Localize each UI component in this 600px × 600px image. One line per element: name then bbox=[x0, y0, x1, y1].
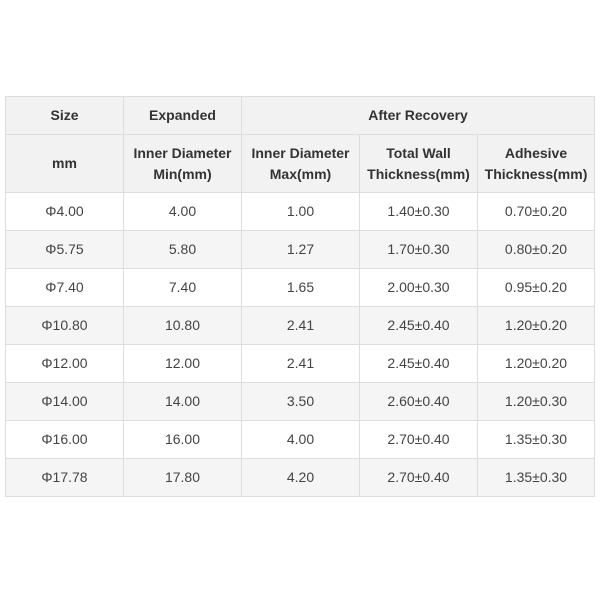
cell-inner-diameter-min: 16.00 bbox=[124, 421, 242, 459]
table-row bbox=[6, 269, 595, 307]
table-row bbox=[6, 193, 595, 231]
cell-total-wall-thickness: 2.45±0.40 bbox=[360, 345, 478, 383]
cell-total-wall-thickness: 2.00±0.30 bbox=[360, 269, 478, 307]
header-inner-diameter-max bbox=[242, 135, 360, 193]
cell-adhesive-thickness: 1.20±0.20 bbox=[478, 307, 595, 345]
header-text-line: Min(mm) bbox=[153, 165, 212, 182]
header-size: Size bbox=[6, 97, 124, 135]
header-text-line: Thickness(mm) bbox=[484, 165, 588, 182]
cell-adhesive-thickness: 0.95±0.20 bbox=[478, 269, 595, 307]
cell-size: Φ14.00 bbox=[6, 383, 124, 421]
cell-total-wall-thickness: 2.70±0.40 bbox=[360, 459, 478, 497]
table-row bbox=[6, 307, 595, 345]
header-text-line: Adhesive bbox=[504, 144, 568, 161]
table-row bbox=[6, 345, 595, 383]
cell-inner-diameter-min: 4.00 bbox=[124, 193, 242, 231]
header-after-recovery: After Recovery bbox=[242, 97, 595, 135]
cell-inner-diameter-max: 4.00 bbox=[242, 421, 360, 459]
header-text-line: Total Wall bbox=[386, 144, 451, 161]
cell-inner-diameter-max: 2.41 bbox=[242, 307, 360, 345]
cell-inner-diameter-min: 12.00 bbox=[124, 345, 242, 383]
cell-size: Φ16.00 bbox=[6, 421, 124, 459]
cell-size: Φ5.75 bbox=[6, 231, 124, 269]
cell-inner-diameter-min: 5.80 bbox=[124, 231, 242, 269]
cell-adhesive-thickness: 0.80±0.20 bbox=[478, 231, 595, 269]
table-row bbox=[6, 421, 595, 459]
header-text-line: Thickness(mm) bbox=[367, 165, 470, 182]
header-text-line: Inner Diameter bbox=[133, 144, 232, 161]
cell-inner-diameter-max: 1.65 bbox=[242, 269, 360, 307]
header-unit: mm bbox=[6, 135, 124, 193]
header-row-sub bbox=[6, 135, 595, 193]
cell-inner-diameter-max: 1.27 bbox=[242, 231, 360, 269]
cell-adhesive-thickness: 1.20±0.30 bbox=[478, 383, 595, 421]
cell-total-wall-thickness: 1.40±0.30 bbox=[360, 193, 478, 231]
cell-total-wall-thickness: 1.70±0.30 bbox=[360, 231, 478, 269]
cell-size: Φ4.00 bbox=[6, 193, 124, 231]
table-row bbox=[6, 459, 595, 497]
cell-size: Φ12.00 bbox=[6, 345, 124, 383]
table-row bbox=[6, 383, 595, 421]
header-text-line: Inner Diameter bbox=[251, 144, 350, 161]
table-row bbox=[6, 231, 595, 269]
cell-size: Φ7.40 bbox=[6, 269, 124, 307]
header-total-wall-thickness bbox=[360, 135, 478, 193]
cell-adhesive-thickness: 1.20±0.20 bbox=[478, 345, 595, 383]
header-inner-diameter-min bbox=[124, 135, 242, 193]
cell-size: Φ17.78 bbox=[6, 459, 124, 497]
cell-adhesive-thickness: 0.70±0.20 bbox=[478, 193, 595, 231]
cell-adhesive-thickness: 1.35±0.30 bbox=[478, 421, 595, 459]
cell-total-wall-thickness: 2.45±0.40 bbox=[360, 307, 478, 345]
header-adhesive-thickness bbox=[478, 135, 595, 193]
cell-total-wall-thickness: 2.60±0.40 bbox=[360, 383, 478, 421]
cell-adhesive-thickness: 1.35±0.30 bbox=[478, 459, 595, 497]
cell-inner-diameter-max: 2.41 bbox=[242, 345, 360, 383]
cell-inner-diameter-min: 10.80 bbox=[124, 307, 242, 345]
cell-inner-diameter-min: 17.80 bbox=[124, 459, 242, 497]
header-row-top bbox=[6, 97, 595, 135]
spec-table bbox=[5, 96, 595, 497]
cell-size: Φ10.80 bbox=[6, 307, 124, 345]
cell-inner-diameter-min: 14.00 bbox=[124, 383, 242, 421]
cell-inner-diameter-max: 4.20 bbox=[242, 459, 360, 497]
cell-total-wall-thickness: 2.70±0.40 bbox=[360, 421, 478, 459]
cell-inner-diameter-max: 1.00 bbox=[242, 193, 360, 231]
header-text-line: Max(mm) bbox=[269, 165, 332, 182]
header-expanded: Expanded bbox=[124, 97, 242, 135]
cell-inner-diameter-min: 7.40 bbox=[124, 269, 242, 307]
cell-inner-diameter-max: 3.50 bbox=[242, 383, 360, 421]
